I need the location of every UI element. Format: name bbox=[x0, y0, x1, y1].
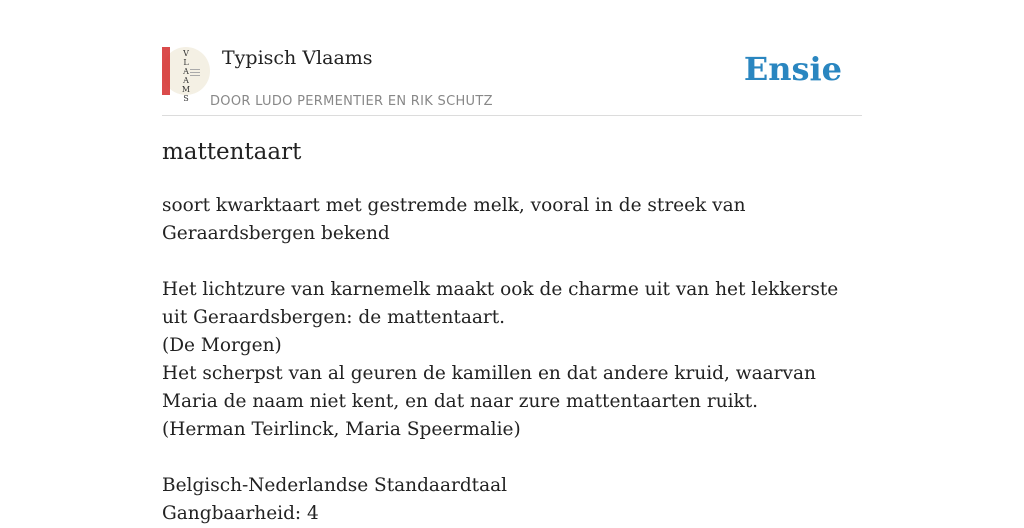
entry-body bbox=[162, 192, 862, 528]
logo-fine-print bbox=[190, 69, 200, 81]
site-logo-icon[interactable] bbox=[162, 47, 210, 103]
ensie-brand-link[interactable]: Ensie bbox=[743, 50, 842, 88]
site-header bbox=[162, 40, 862, 116]
entry-rating: Gangbaarheid: 4 bbox=[162, 503, 319, 524]
site-title[interactable]: Typisch Vlaams bbox=[222, 47, 373, 69]
logo-letters: V L A A M S bbox=[181, 49, 191, 103]
entry-definition: soort kwarktaart met gestremde melk, vooral in de streek van Geraardsbergen bekend bbox=[162, 195, 746, 244]
quote-text: Het scherpst van al geuren de kamillen en dat andere kruid, waarvan Maria de naam niet kent, en dat naar zure mattentaarten ruikt. bbox=[162, 363, 816, 412]
byline: DOOR LUDO PERMENTIER EN RIK SCHUTZ bbox=[210, 94, 493, 109]
quote-source: (Herman Teirlinck, Maria Speermalie) bbox=[162, 419, 521, 440]
quote-text: Het lichtzure van karnemelk maakt ook de charme uit van het lekkerste uit Geraardsbergen: de mattentaart. bbox=[162, 279, 839, 328]
quote-source: (De Morgen) bbox=[162, 335, 282, 356]
entry-title: mattentaart bbox=[162, 139, 302, 165]
entry-language: Belgisch-Nederlandse Standaardtaal bbox=[162, 475, 508, 496]
